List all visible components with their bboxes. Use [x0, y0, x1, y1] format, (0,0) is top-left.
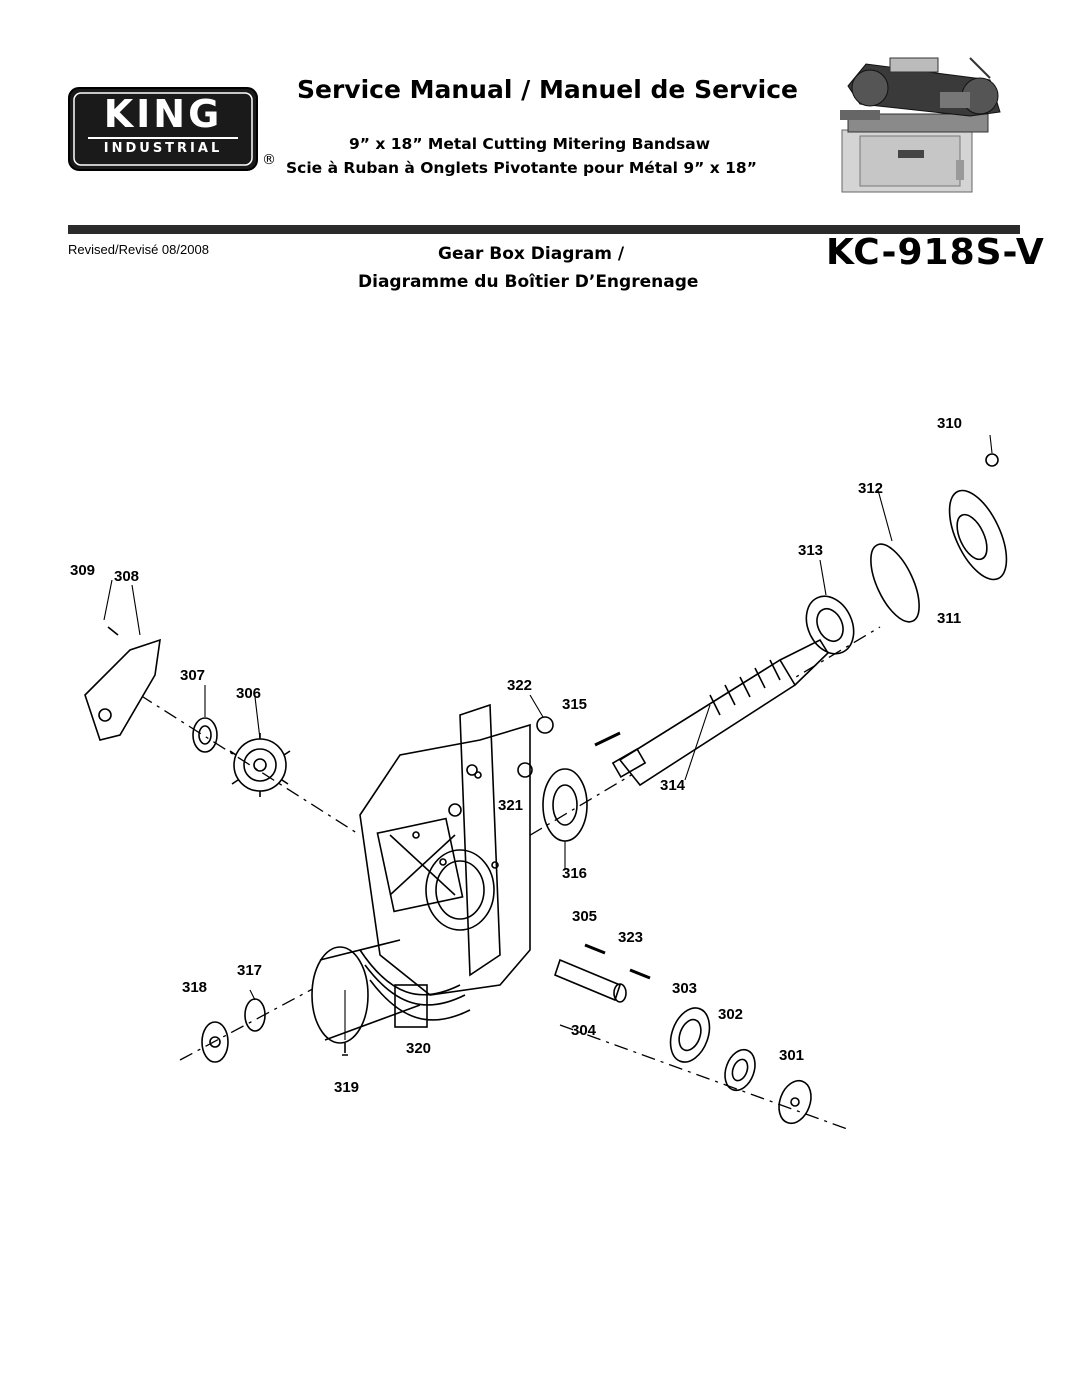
part-label-318: 318 — [182, 979, 208, 996]
part-label-321: 321 — [498, 797, 524, 814]
part-label-310: 310 — [937, 415, 963, 432]
part-label-301: 301 — [779, 1047, 805, 1064]
part-label-306: 306 — [236, 685, 262, 702]
screw-322 — [537, 717, 553, 733]
page-title: Service Manual / Manuel de Service — [297, 75, 799, 104]
drain-plug-319 — [342, 1043, 348, 1055]
diagram-title-en: Gear Box Diagram / — [438, 244, 625, 264]
part-label-313: 313 — [798, 542, 824, 559]
bracket-308 — [85, 627, 160, 740]
part-label-314: 314 — [660, 777, 686, 794]
product-name-fr: Scie à Ruban à Onglets Pivotante pour Métal 9” x 18” — [286, 159, 757, 177]
part-label-309: 309 — [70, 562, 96, 579]
part-label-308: 308 — [114, 568, 140, 585]
seal-301 — [773, 1076, 816, 1128]
bearing-302 — [720, 1045, 761, 1094]
bearing-313 — [797, 589, 862, 662]
bearing-307 — [193, 718, 217, 752]
model-number: KC-918S-V — [826, 232, 1045, 273]
key-323 — [630, 970, 650, 978]
key-315 — [595, 733, 620, 745]
part-label-305: 305 — [572, 908, 598, 925]
part-label-315: 315 — [562, 696, 588, 713]
part-label-303: 303 — [672, 980, 698, 997]
bearing-303 — [664, 1003, 717, 1068]
key-305 — [585, 945, 605, 953]
part-label-322: 322 — [507, 677, 533, 694]
part-label-304: 304 — [571, 1022, 597, 1039]
leader-lines — [104, 435, 992, 1040]
worm-shaft-314 — [613, 640, 828, 785]
registered-mark: ® — [262, 152, 276, 168]
part-label-312: 312 — [858, 480, 884, 497]
part-label-302: 302 — [718, 1006, 744, 1023]
part-label-307: 307 — [180, 667, 206, 684]
part-label-319: 319 — [334, 1079, 360, 1096]
part-label-320: 320 — [406, 1040, 432, 1057]
logo-brand-text: KING — [103, 92, 223, 136]
part-label-311: 311 — [937, 610, 962, 627]
circlip-317 — [245, 999, 265, 1031]
diagram-title-fr: Diagramme du Boîtier D’Engrenage — [358, 272, 699, 292]
gasket-312 — [861, 537, 929, 628]
gear-box-exploded-diagram — [60, 395, 1040, 1140]
part-label-323: 323 — [618, 929, 644, 946]
output-shaft-304 — [555, 960, 626, 1002]
logo-sub-text: INDUSTRIAL — [103, 141, 223, 156]
worm-gear-306 — [230, 733, 290, 797]
product-name-en: 9” x 18” Metal Cutting Mitering Bandsaw — [349, 135, 711, 153]
part-label-316: 316 — [562, 865, 588, 882]
end-cover-311 — [938, 454, 1018, 588]
bandsaw-photo — [830, 52, 1018, 202]
part-label-317: 317 — [237, 962, 263, 979]
revision-date: Revised/Revisé 08/2008 — [68, 242, 209, 257]
seal-318 — [202, 1022, 228, 1062]
